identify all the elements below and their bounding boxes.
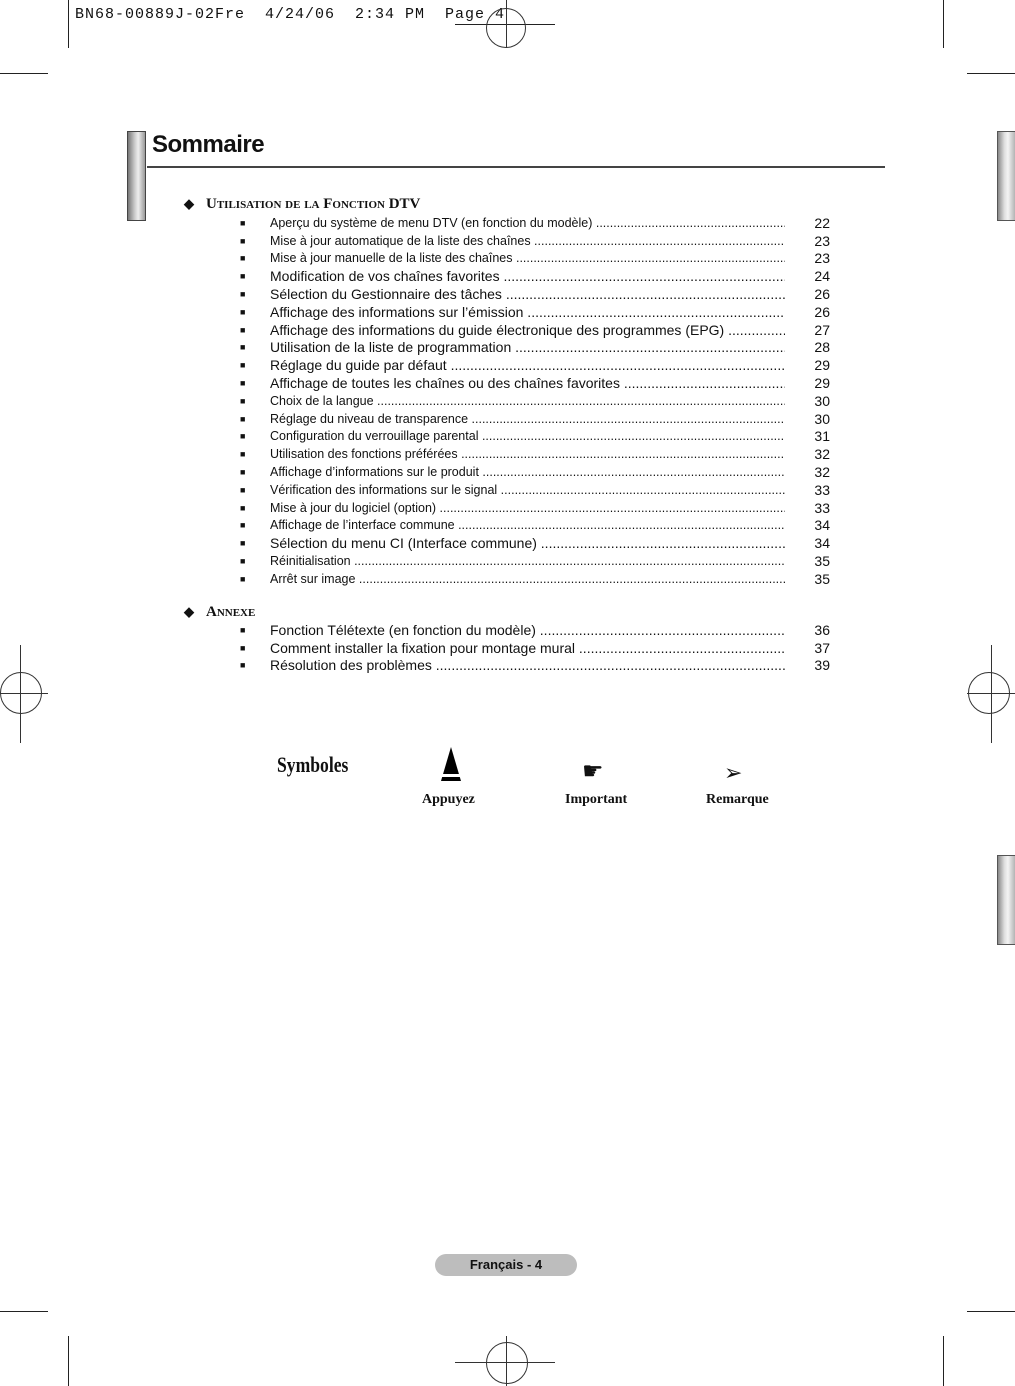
- pointing-hand-icon: ☛: [582, 758, 604, 785]
- toc-entry-page: 35: [814, 553, 830, 570]
- crop-mark: [967, 73, 1015, 74]
- square-bullet-icon: ■: [240, 378, 246, 389]
- toc-entry-text: Aperçu du système de menu DTV (en fonction du modèle) .....: [270, 216, 785, 230]
- symbol-label-appuyez: Appuyez: [422, 792, 475, 807]
- toc-entry: [240, 339, 830, 357]
- square-bullet-icon: ■: [240, 431, 246, 442]
- toc-entry-page: 27: [814, 321, 830, 338]
- toc-entry-text: Affichage de toutes les chaînes ou des chaînes favorites .....: [270, 375, 785, 391]
- toc-entry-text: Mise à jour du logiciel (option) .....: [270, 501, 785, 515]
- toc-entry-page: 33: [814, 481, 830, 498]
- section-heading-dtv: ◆ Utilisation de la Fonction DTV: [184, 196, 421, 212]
- toc-entry: [240, 639, 830, 657]
- toc-entry-text: Sélection du menu CI (Interface commune) .....: [270, 535, 785, 551]
- toc-list-annexe: [240, 621, 830, 674]
- toc-entry-page: 35: [814, 570, 830, 587]
- toc-entry: [240, 392, 830, 410]
- toc-entry: [240, 499, 830, 517]
- toc-entry-text: Utilisation des fonctions préférées .....: [270, 447, 785, 461]
- toc-entry: [240, 534, 830, 552]
- toc-entry-page: 26: [814, 303, 830, 320]
- square-bullet-icon: ■: [240, 502, 246, 513]
- square-bullet-icon: ■: [240, 253, 246, 264]
- press-icon: [438, 745, 464, 787]
- section-heading-annexe: ◆ Annexe: [184, 604, 256, 620]
- toc-entry: [240, 214, 830, 232]
- toc-entry-text: Configuration du verrouillage parental .....: [270, 429, 785, 443]
- toc-entry-page: 39: [814, 657, 830, 674]
- toc-list-dtv: [240, 214, 830, 588]
- toc-entry: [240, 303, 830, 321]
- square-bullet-icon: ■: [240, 342, 246, 353]
- toc-entry-page: 29: [814, 375, 830, 392]
- toc-entry: [240, 232, 830, 250]
- square-bullet-icon: ■: [240, 324, 246, 335]
- symbol-label-remarque: Remarque: [706, 792, 769, 807]
- title-tab: [127, 131, 146, 221]
- toc-entry: [240, 570, 830, 588]
- crop-mark: [943, 1336, 944, 1386]
- toc-entry: [240, 621, 830, 639]
- toc-entry-text: Réglage du niveau de transparence .....: [270, 412, 785, 426]
- toc-entry: [240, 356, 830, 374]
- diamond-bullet-icon: ◆: [184, 196, 194, 211]
- toc-entry-text: Modification de vos chaînes favorites .....: [270, 268, 785, 284]
- toc-entry: [240, 410, 830, 428]
- toc-entry-page: 23: [814, 232, 830, 249]
- toc-entry-text: Utilisation de la liste de programmation .....: [270, 339, 785, 355]
- toc-entry-text: Réinitialisation .....: [270, 554, 785, 568]
- print-header: BN68-00889J-02Fre 4/24/06 2:34 PM Page 4: [75, 6, 506, 23]
- toc-entry-page: 32: [814, 464, 830, 481]
- toc-entry: [240, 285, 830, 303]
- square-bullet-icon: ■: [240, 556, 246, 567]
- toc-entry: [240, 463, 830, 481]
- crop-mark: [0, 1311, 48, 1312]
- toc-entry: [240, 481, 830, 499]
- toc-entry-page: 31: [814, 428, 830, 445]
- toc-entry-page: 30: [814, 392, 830, 409]
- toc-entry-text: Comment installer la fixation pour montage mural .....: [270, 640, 785, 656]
- square-bullet-icon: ■: [240, 538, 246, 549]
- toc-entry-text: Affichage de l’interface commune .....: [270, 518, 785, 532]
- toc-entry-text: Affichage des informations du guide électronique des programmes (EPG) .....: [270, 322, 785, 338]
- square-bullet-icon: ■: [240, 449, 246, 460]
- square-bullet-icon: ■: [240, 467, 246, 478]
- square-bullet-icon: ■: [240, 660, 246, 671]
- square-bullet-icon: ■: [240, 235, 246, 246]
- page-title: Sommaire: [152, 131, 265, 158]
- toc-entry: [240, 552, 830, 570]
- toc-entry-text: Fonction Télétexte (en fonction du modèle) .....: [270, 622, 785, 638]
- side-tab-bottom: [997, 855, 1015, 945]
- side-tab-top: [997, 131, 1015, 221]
- toc-entry-page: 29: [814, 357, 830, 374]
- toc-entry-page: 36: [814, 621, 830, 638]
- toc-entry-text: Mise à jour automatique de la liste des chaînes .....: [270, 234, 785, 248]
- crop-mark: [0, 73, 48, 74]
- toc-entry: [240, 374, 830, 392]
- square-bullet-icon: ■: [240, 306, 246, 317]
- toc-entry-page: 24: [814, 268, 830, 285]
- title-rule: [147, 166, 885, 168]
- toc-entry-page: 23: [814, 250, 830, 267]
- square-bullet-icon: ■: [240, 624, 246, 635]
- square-bullet-icon: ■: [240, 217, 246, 228]
- crop-mark: [68, 0, 69, 48]
- toc-entry-text: Affichage des informations sur l’émission .....: [270, 304, 785, 320]
- toc-entry-text: Mise à jour manuelle de la liste des chaînes .....: [270, 251, 785, 265]
- square-bullet-icon: ■: [240, 484, 246, 495]
- toc-entry-text: Vérification des informations sur le signal .....: [270, 483, 785, 497]
- toc-entry: [240, 428, 830, 446]
- toc-entry: [240, 250, 830, 268]
- square-bullet-icon: ■: [240, 360, 246, 371]
- square-bullet-icon: ■: [240, 395, 246, 406]
- toc-entry-page: 28: [814, 339, 830, 356]
- symbols-title: Symboles: [277, 752, 349, 777]
- square-bullet-icon: ■: [240, 520, 246, 531]
- toc-entry-page: 32: [814, 446, 830, 463]
- toc-entry: [240, 657, 830, 675]
- crop-mark: [68, 1336, 69, 1386]
- square-bullet-icon: ■: [240, 573, 246, 584]
- toc-entry-page: 30: [814, 410, 830, 427]
- page-footer: Français - 4: [435, 1254, 577, 1276]
- toc-entry-text: Résolution des problèmes .....: [270, 657, 785, 673]
- toc-entry: [240, 321, 830, 339]
- square-bullet-icon: ■: [240, 642, 246, 653]
- toc-entry: [240, 267, 830, 285]
- toc-entry-text: Choix de la langue .....: [270, 394, 785, 408]
- crop-mark: [967, 1311, 1015, 1312]
- toc-entry-page: 37: [814, 639, 830, 656]
- toc-entry-text: Affichage d’informations sur le produit .....: [270, 465, 785, 479]
- square-bullet-icon: ■: [240, 289, 246, 300]
- toc-entry-page: 22: [814, 214, 830, 231]
- square-bullet-icon: ■: [240, 413, 246, 424]
- toc-entry-page: 34: [814, 517, 830, 534]
- toc-entry: [240, 445, 830, 463]
- toc-entry-page: 34: [814, 535, 830, 552]
- square-bullet-icon: ■: [240, 271, 246, 282]
- crop-mark: [943, 0, 944, 48]
- toc-entry-text: Sélection du Gestionnaire des tâches .....: [270, 286, 785, 302]
- toc-entry: [240, 517, 830, 535]
- arrow-icon: ➢: [724, 760, 743, 785]
- toc-entry-page: 33: [814, 499, 830, 516]
- toc-entry-text: Réglage du guide par défaut .....: [270, 357, 785, 373]
- toc-entry-text: Arrêt sur image .....: [270, 572, 785, 586]
- symbol-label-important: Important: [565, 792, 628, 807]
- diamond-bullet-icon: ◆: [184, 604, 194, 619]
- toc-entry-page: 26: [814, 286, 830, 303]
